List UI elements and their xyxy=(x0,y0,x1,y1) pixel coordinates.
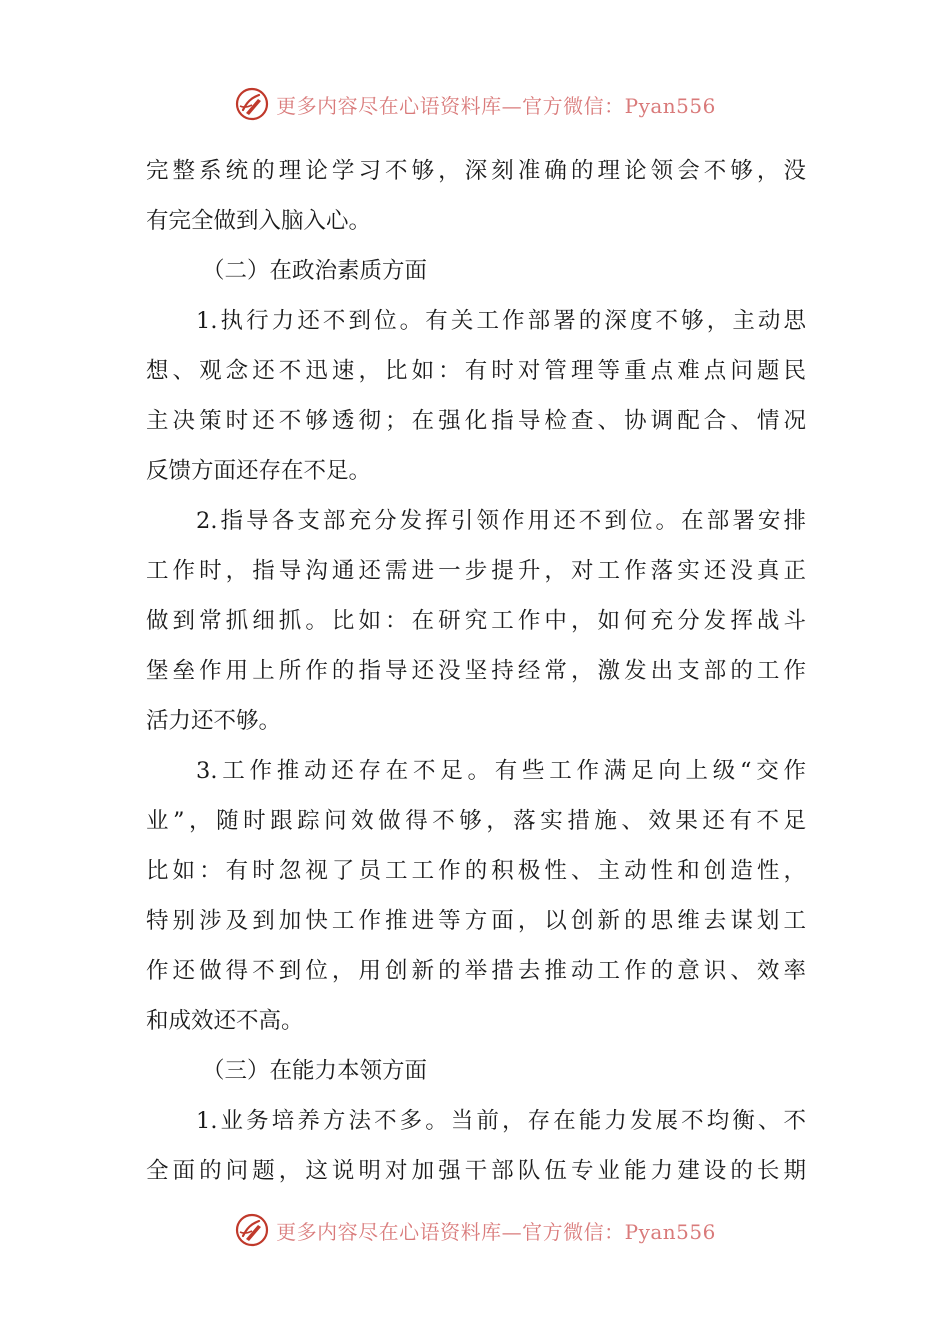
paragraph-line: 作还做得不到位，用创新的举措去推动工作的意识、效率 xyxy=(146,958,806,984)
pen-signature-logo-icon xyxy=(234,1212,270,1248)
paragraph-line: 3.工作推动还存在不足。有些工作满足向上级“交作 xyxy=(196,758,806,784)
paragraph-line: 反馈方面还存在不足。 xyxy=(146,458,372,484)
paragraph-line: 堡垒作用上所作的指导还没坚持经常，激发出支部的工作 xyxy=(146,658,806,684)
section-heading: （二）在政治素质方面 xyxy=(202,258,428,284)
document-body xyxy=(146,146,806,1196)
paragraph-line: 活力还不够。 xyxy=(146,708,282,734)
paragraph-line: 1.执行力还不到位。有关工作部署的深度不够，主动思 xyxy=(196,308,806,334)
header-banner-text: 更多内容尽在心语资料库—官方微信：Pyan556 xyxy=(276,93,716,118)
paragraph-line: 全面的问题，这说明对加强干部队伍专业能力建设的长期 xyxy=(146,1158,806,1184)
paragraph-line: 有完全做到入脑入心。 xyxy=(146,208,372,234)
paragraph-line: 特别涉及到加快工作推进等方面，以创新的思维去谋划工 xyxy=(146,908,806,934)
paragraph-line: 完整系统的理论学习不够，深刻准确的理论领会不够，没 xyxy=(146,158,806,184)
header-banner xyxy=(0,84,950,124)
paragraph-line: 工作时，指导沟通还需进一步提升，对工作落实还没真正 xyxy=(146,558,806,584)
paragraph-line: 1.业务培养方法不多。当前，存在能力发展不均衡、不 xyxy=(196,1108,806,1134)
paragraph-line: 业”，随时跟踪问效做得不够，落实措施、效果还有不足 xyxy=(146,808,806,834)
paragraph-line: 比如：有时忽视了员工工作的积极性、主动性和创造性， xyxy=(146,858,806,884)
footer-banner-text: 更多内容尽在心语资料库—官方微信：Pyan556 xyxy=(276,1219,716,1244)
paragraph-line: 想、观念还不迅速，比如：有时对管理等重点难点问题民 xyxy=(146,358,806,384)
pen-signature-logo-icon xyxy=(234,86,270,122)
paragraph-line: 2.指导各支部充分发挥引领作用还不到位。在部署安排 xyxy=(196,508,806,534)
paragraph-line: 主决策时还不够透彻；在强化指导检查、协调配合、情况 xyxy=(146,408,806,434)
paragraph-line: 做到常抓细抓。比如：在研究工作中，如何充分发挥战斗 xyxy=(146,608,806,634)
section-heading: （三）在能力本领方面 xyxy=(202,1058,428,1084)
footer-banner xyxy=(0,1210,950,1250)
paragraph-line: 和成效还不高。 xyxy=(146,1008,304,1034)
